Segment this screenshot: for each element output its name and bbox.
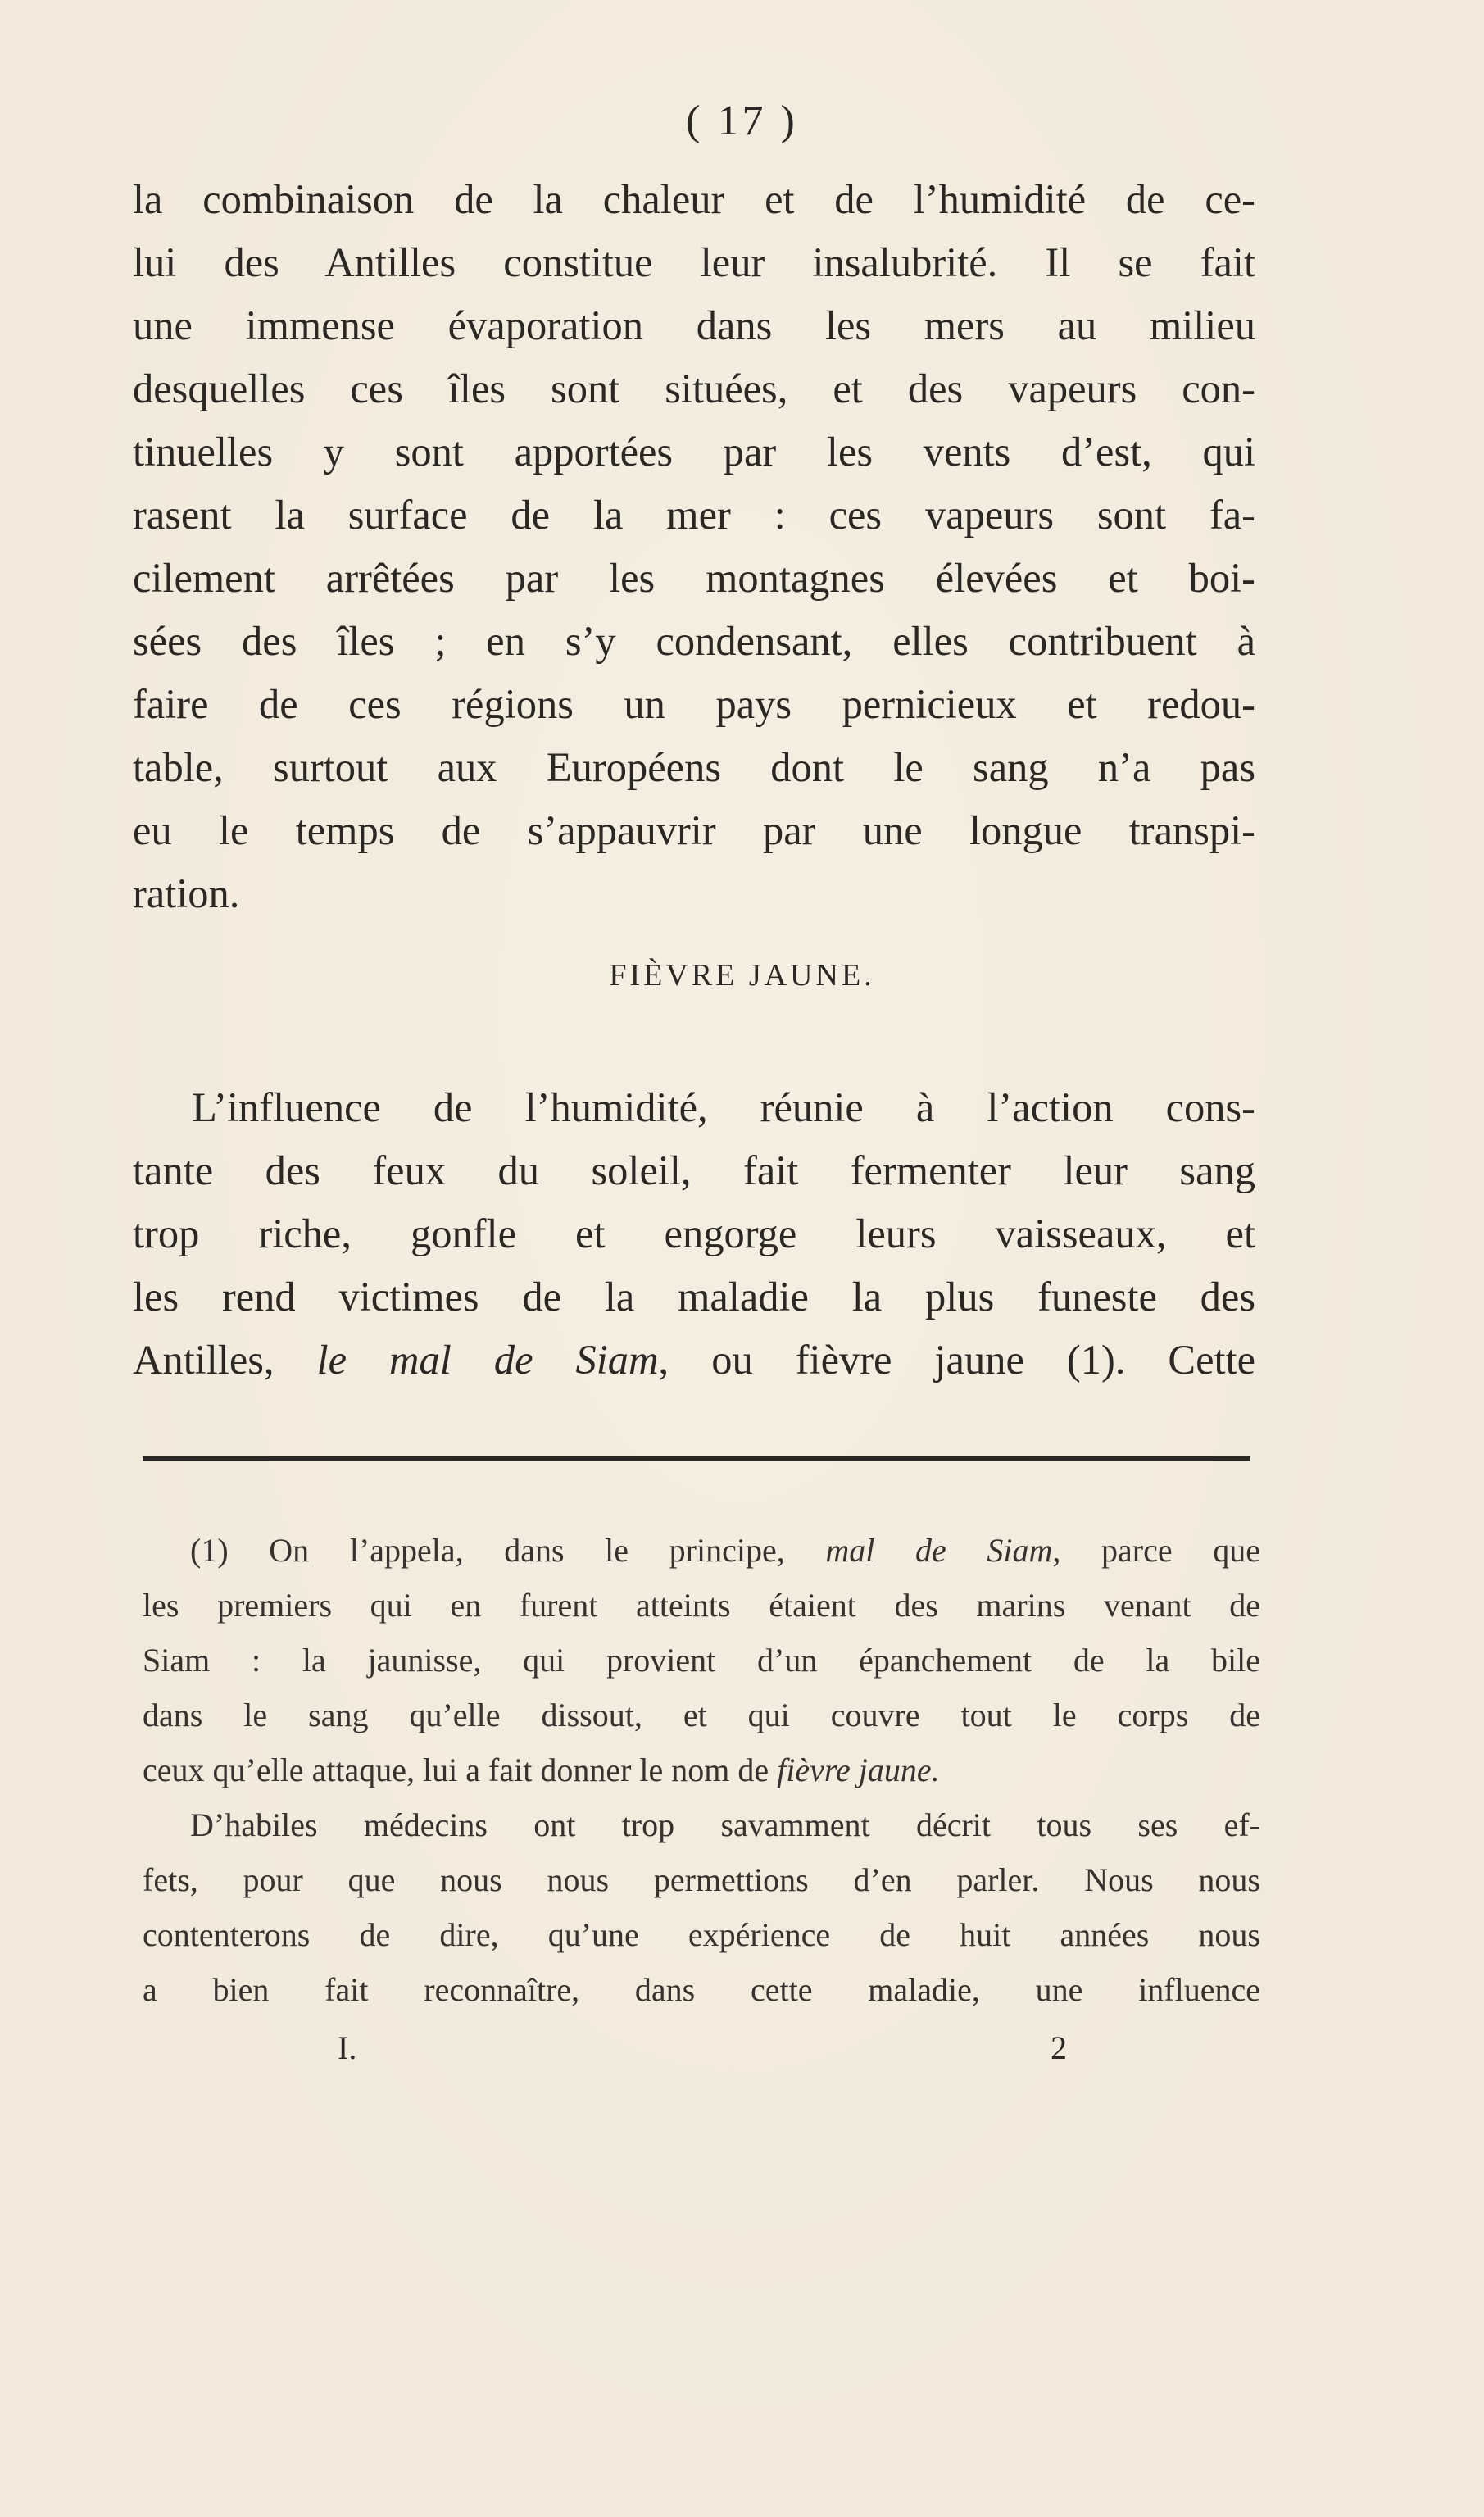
footnote-line: contenterons de dire, qu’une expérience de huit années nous	[143, 1916, 1260, 1953]
text-line: L’influence de l’humidité, réunie à l’action cons-	[192, 1084, 1255, 1130]
text-line: eu le temps de s’appauvrir par une longue transpi-	[133, 807, 1255, 853]
italic-term: le mal de Siam	[316, 1337, 659, 1383]
text-line: sées des îles ; en s’y condensant, elles contribuent à	[133, 618, 1255, 664]
footnote-line: D’habiles médecins ont trop savamment décrit tous ses ef-	[190, 1806, 1260, 1843]
text-line: faire de ces régions un pays pernicieux et redou-	[133, 681, 1255, 727]
signature-line	[0, 2029, 1484, 2078]
text-line: rasent la surface de la mer : ces vapeurs sont fa-	[133, 492, 1255, 538]
footnote-line: les premiers qui en furent atteints étaient des marins venant de	[143, 1587, 1260, 1624]
text-fragment: , ou fièvre jaune (1). Cette	[658, 1337, 1255, 1383]
main-paragraph-continued	[133, 168, 1255, 925]
text-line: lui des Antilles constitue leur insalubrité. Il se fait	[133, 239, 1255, 285]
footnote	[143, 1523, 1260, 2017]
text-line: une immense évaporation dans les mers au milieu	[133, 302, 1255, 348]
text-line: table, surtout aux Européens dont le sang n’a pas	[133, 744, 1255, 790]
section-paragraph	[133, 1076, 1255, 1392]
text-line: les rend victimes de la maladie la plus funeste des	[133, 1274, 1255, 1320]
footnote-line: dans le sang qu’elle dissout, et qui couvre tout le corps de	[143, 1697, 1260, 1733]
text-line: desquelles ces îles sont situées, et des vapeurs con-	[133, 366, 1255, 411]
volume-mark: I.	[338, 2029, 357, 2066]
text-fragment: , parce que	[1052, 1532, 1261, 1569]
text-line	[133, 1329, 1255, 1392]
text-line: la combinaison de la chaleur et de l’humidité de ce-	[133, 176, 1255, 222]
text-fragment: ceux qu’elle attaque, lui a fait donner le nom de	[143, 1751, 778, 1788]
text-line: ration.	[133, 870, 240, 916]
text-line: tinuelles y sont apportées par les vents d’est, qui	[133, 429, 1255, 475]
text-line: tante des feux du soleil, fait fermenter leur sang	[133, 1147, 1255, 1193]
text-fragment: Antilles,	[133, 1337, 317, 1383]
section-heading: FIÈVRE JAUNE.	[609, 958, 875, 993]
footnote-rule	[143, 1456, 1250, 1461]
footnote-line	[143, 1742, 1260, 1797]
text-line: cilement arrêtées par les montagnes élevées et boi-	[133, 555, 1255, 601]
page-number: ( 17 )	[686, 98, 798, 144]
sheet-signature: 2	[1051, 2029, 1067, 2066]
footnote-line: fets, pour que nous nous permettions d’en parler. Nous nous	[143, 1861, 1260, 1898]
text-line: trop riche, gonfle et engorge leurs vaisseaux, et	[133, 1211, 1255, 1256]
italic-term: fièvre jaune.	[777, 1751, 940, 1788]
footnote-line	[143, 1523, 1260, 1578]
text-fragment: (1) On l’appela, dans le principe,	[190, 1532, 826, 1569]
italic-term: mal de Siam	[825, 1532, 1053, 1569]
footnote-line: Siam : la jaunisse, qui provient d’un épanchement de la bile	[143, 1642, 1260, 1679]
footnote-line: a bien fait reconnaître, dans cette maladie, une influence	[143, 1971, 1260, 2008]
